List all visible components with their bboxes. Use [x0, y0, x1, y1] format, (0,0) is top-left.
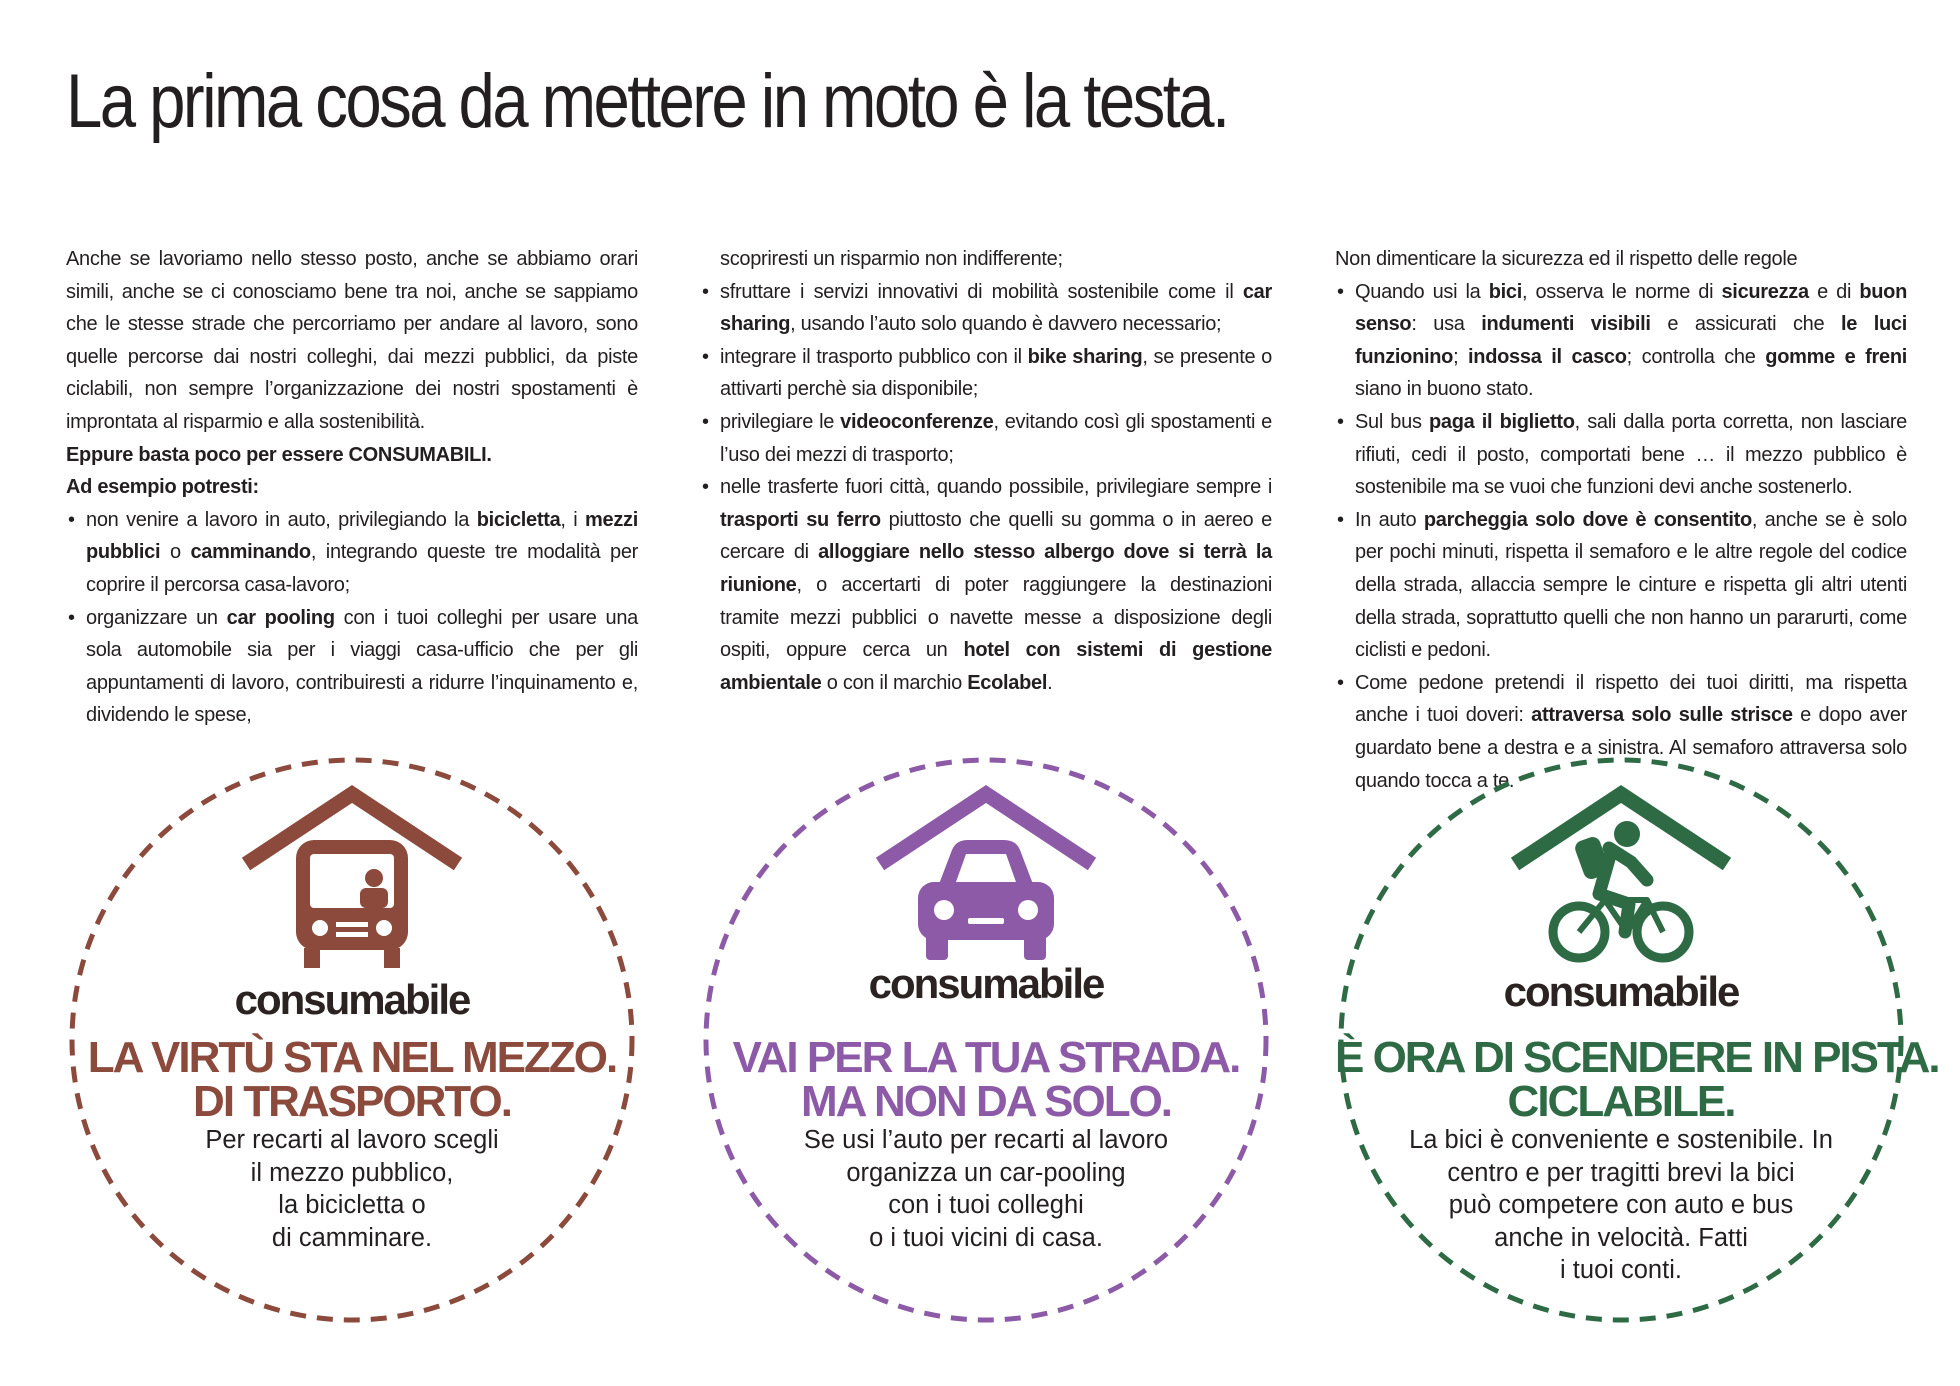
section-intro: Non dimenticare la sicurezza ed il rispetto delle regole [1335, 248, 1798, 270]
list-item: • Sul bus paga il biglietto, sali dalla porta corretta, non lasciare rifiuti, cedi il posto, comportati bene … il mezzo pubblico è sostenibile ma se vuoi che funzioni devi anche sostenerlo. [1335, 406, 1907, 504]
badge-description: Se usi l’auto per recarti al lavoro organizza un car-pooling con i tuoi colleghi o i tuoi vicini di casa. [803, 1126, 1169, 1252]
slogan: VAI PER LA TUA STRADA. MA NON DA SOLO. [732, 1033, 1240, 1126]
text-column-2 [700, 243, 1272, 699]
bold-callout: Eppure basta poco per essere CONSUMABILI. [66, 443, 492, 466]
brand-wordmark: consumabile [234, 976, 470, 1023]
cyclist-icon [1507, 782, 1735, 982]
list-item: • organizzare un car pooling con i tuoi colleghi per usare una sola automobile sia per i viaggi casa-ufficio che per gli appuntamenti di lavoro, contribuiresti a ridurre l’inquinamento e, dividendo le spese, [66, 602, 638, 732]
list-item: • non venire a lavoro in auto, privilegiando la bicicletta, i mezzi pubblici o camminando, integrando queste tre modalità per coprire il percorsa casa-lavoro; [66, 504, 638, 602]
badge-bike [1335, 754, 1939, 1326]
page-title: La prima cosa da mettere in moto è la testa. [66, 59, 1228, 144]
text-column-1 [66, 243, 638, 732]
intro-paragraph: Anche se lavoriamo nello stesso posto, anche se abbiamo orari simili, anche se ci conosciamo bene tra noi, anche se sappiamo che le stesse strade che percorriamo per andare al lavoro, sono quelle percorse dai nostri colleghi, dai mezzi pubblici, da piste ciclabili, non sempre l’organizzazione dei nostri spostamenti è improntata al risparmio e alla sostenibilità. [66, 248, 638, 433]
slogan: È ORA DI SCENDERE IN PISTA. CICLABILE. [1335, 1033, 1939, 1126]
bold-lead: Ad esempio potresti: [66, 476, 259, 499]
badge-description: Per recarti al lavoro scegli il mezzo pubblico, la bicicletta o di camminare. [205, 1126, 499, 1252]
car-icon [872, 782, 1100, 982]
brand-wordmark: consumabile [1503, 968, 1739, 1015]
list-item: • Quando usi la bici, osserva le norme di sicurezza e di buon senso: usa indumenti visibili e assicurati che le luci funzionino; indossa il casco; controlla che gomme e freni siano in buono stato. [1335, 276, 1907, 406]
brand-wordmark: consumabile [868, 960, 1104, 1007]
list-item: • privilegiare le videoconferenze, evitando così gli spostamenti e l’uso dei mezzi di trasporto; [700, 406, 1272, 471]
bus-icon [238, 782, 466, 982]
list-item: • integrare il trasporto pubblico con il bike sharing, se presente o attivarti perchè sia disponibile; [700, 341, 1272, 406]
text-column-3 [1335, 243, 1907, 797]
badge-bus [66, 754, 638, 1326]
badge-car [700, 754, 1272, 1326]
list-item: • sfruttare i servizi innovativi di mobilità sostenibile come il car sharing, usando l’auto solo quando è davvero necessario; [700, 276, 1272, 341]
list-item: • nelle trasferte fuori città, quando possibile, privilegiare sempre i trasporti su ferro piuttosto che quelli su gomma o in aereo e cercare di alloggiare nello stesso albergo dove si terrà la riunione, o accertarti di poter raggiungere la destinazioni tramite mezzi pubblici o navette messe a disposizione degli ospiti, oppure cerca un hotel con sistemi di gestione ambientale o con il marchio Ecolabel. [700, 471, 1272, 699]
badge-description: La bici è conveniente e sostenibile. In centro e per tragitti brevi la bici può competere con auto e bus anche in velocità. Fatti i tuoi conti. [1409, 1126, 1833, 1284]
list-item: • In auto parcheggia solo dove è consentito, anche se è solo per pochi minuti, rispetta il semaforo e le altre regole del codice della strada, allaccia sempre le cinture e rispetta gli altri utenti della strada, soprattutto quelli che non hanno un pararurti, come ciclisti e pedoni. [1335, 504, 1907, 667]
list-item: • Come pedone pretendi il rispetto dei tuoi diritti, ma rispetta anche i tuoi doveri: attraversa solo sulle strisce e dopo aver guardato bene a destra e a sinistra. Al semaforo attraversa solo quando tocca a te. [1335, 667, 1907, 797]
list-continuation: scopriresti un risparmio non indifferente; [720, 248, 1063, 270]
slogan: LA VIRTÙ STA NEL MEZZO. DI TRASPORTO. [87, 1033, 617, 1126]
